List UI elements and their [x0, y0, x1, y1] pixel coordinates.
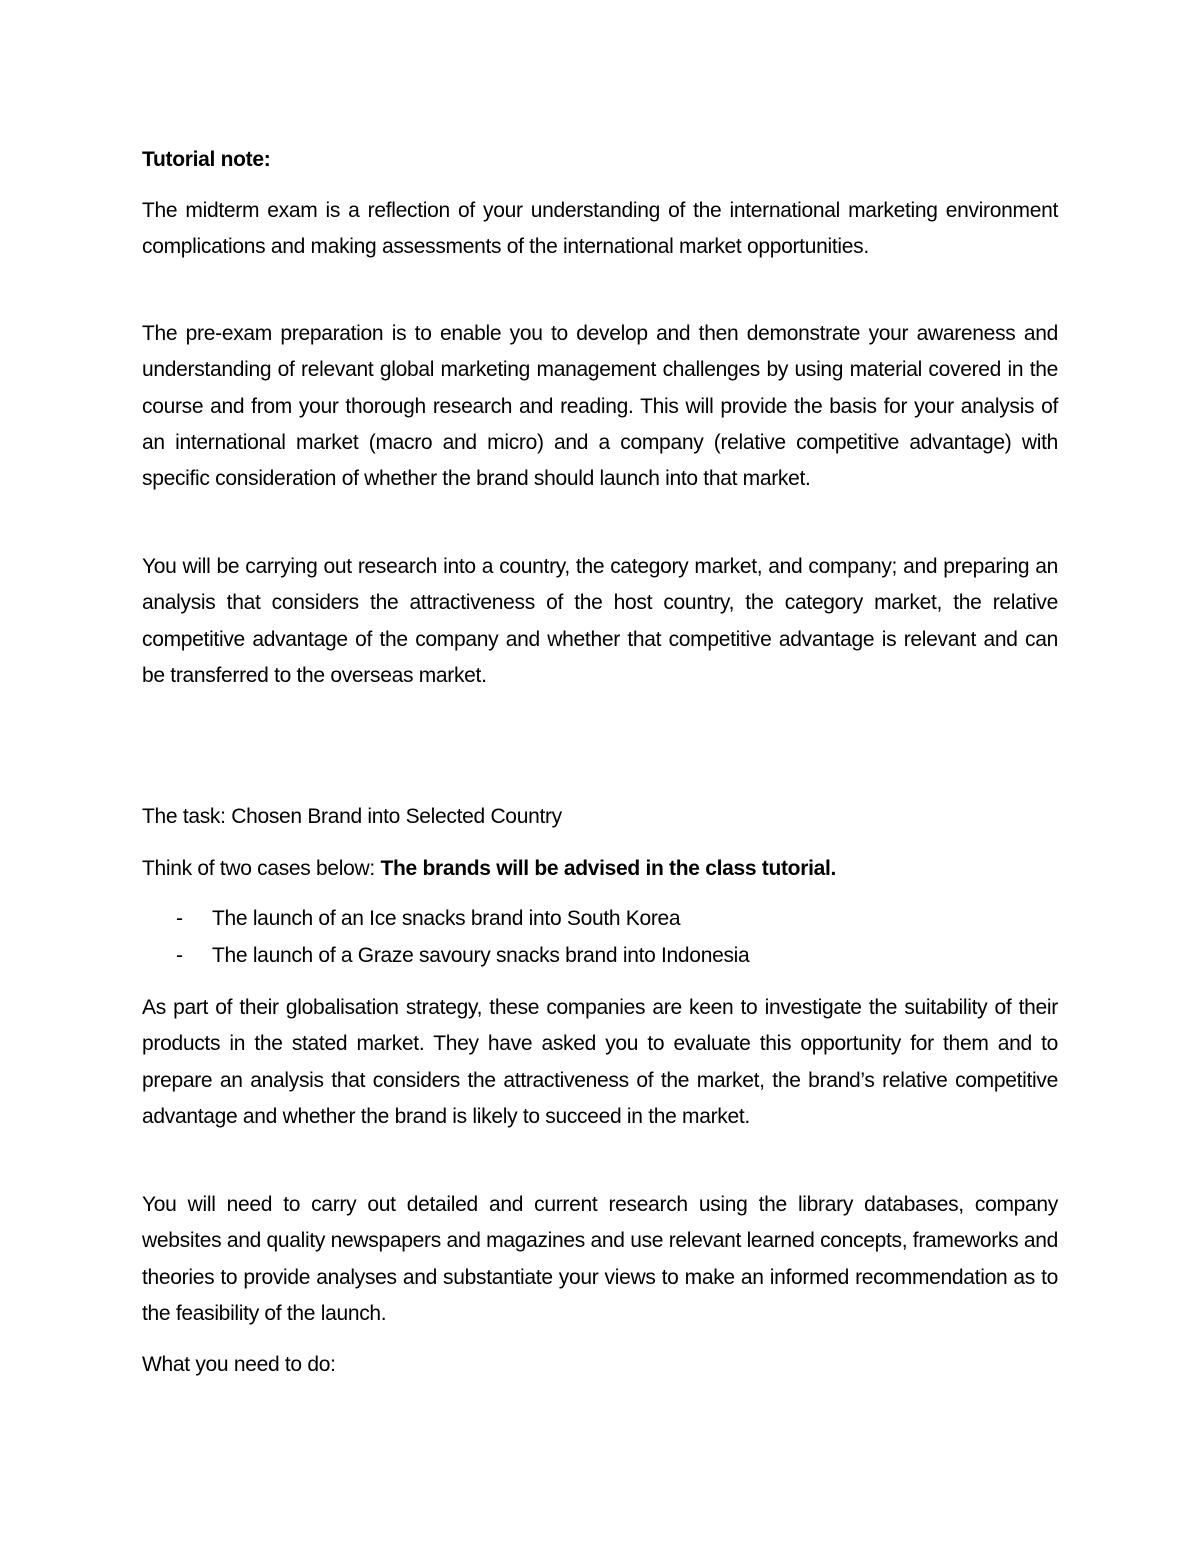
- cases-intro-text: Think of two cases below:: [142, 857, 381, 880]
- case-list-item: [142, 938, 1058, 975]
- case-list-item: [142, 901, 1058, 938]
- cases-intro-bold-note: The brands will be advised in the class tutorial.: [380, 857, 837, 880]
- paragraph-globalisation-strategy: As part of their globalisation strategy, these companies are keen to investigate the suitability of their products in the stated market. They have asked you to evaluate this opportunity for them and to prepare an analysis that considers the attractiveness of the market, the brand’s relative competitive advantage and whether the brand is likely to succeed in the market.: [142, 996, 1058, 1128]
- what-you-need-to-do-heading: What you need to do:: [142, 1353, 336, 1376]
- paragraph-pre-exam-preparation: The pre-exam preparation is to enable you to develop and then demonstrate your awareness and understanding of relevant global marketing management challenges by using material covered in the course and from your thorough research and reading. This will provide the basis for your analysis of an international market (macro and micro) and a company (relative competitive advantage) with specific consideration of whether the brand should launch into that market.: [142, 322, 1058, 491]
- bullet-dash-icon: -: [176, 943, 183, 967]
- bullet-dash-icon: -: [176, 907, 183, 930]
- paragraph-research-requirements: You will need to carry out detailed and current research using the library databases, company websites and quality newspapers and magazines and use relevant learned concepts, frameworks and theories to provide analyses and substantiate your views to make an informed recommendation as to the feasibility of the launch.: [142, 1193, 1058, 1325]
- tutorial-note-heading: Tutorial note:: [142, 148, 271, 171]
- case-text: The launch of an Ice snacks brand into South Korea: [212, 907, 681, 930]
- cases-list: [142, 901, 1058, 975]
- paragraph-research-scope: You will be carrying out research into a country, the category market, and company; and preparing an analysis that considers the attractiveness of the host country, the category market, the relative competitive advantage of the company and whether that competitive advantage is relevant and can be transferred to the overseas market.: [142, 555, 1058, 687]
- cases-intro: [142, 851, 1058, 887]
- case-text: The launch of a Graze savoury snacks brand into Indonesia: [212, 943, 750, 967]
- paragraph-midterm-exam: The midterm exam is a reflection of your understanding of the international marketing environment complications and making assessments of the international market opportunities.: [142, 199, 1058, 259]
- task-title: The task: Chosen Brand into Selected Country: [142, 805, 562, 828]
